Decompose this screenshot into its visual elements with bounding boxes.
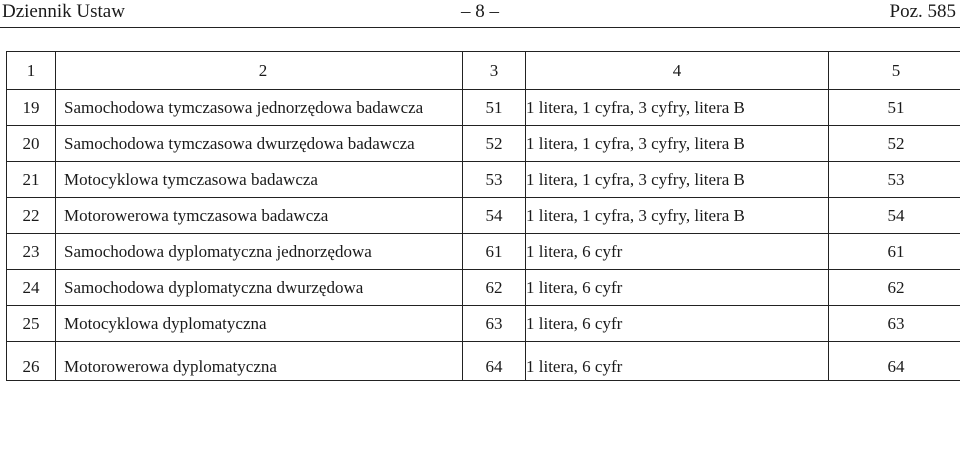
column-header: 1 (7, 52, 56, 90)
code: 61 (463, 234, 526, 270)
table-row (7, 342, 960, 381)
code: 64 (463, 342, 526, 381)
plate-type: Samochodowa tymczasowa jednorzędowa badawcza (56, 90, 463, 126)
row-number: 23 (7, 234, 56, 270)
format: 1 litera, 6 cyfr (526, 270, 829, 306)
column-header: 3 (463, 52, 526, 90)
plate-type: Samochodowa dyplomatyczna dwurzędowa (56, 270, 463, 306)
code-repeat: 52 (829, 126, 960, 162)
row-number: 26 (7, 342, 56, 381)
row-number: 19 (7, 90, 56, 126)
code-repeat: 62 (829, 270, 960, 306)
plate-type: Samochodowa dyplomatyczna jednorzędowa (56, 234, 463, 270)
page-header (0, 0, 960, 30)
table-header-row (7, 52, 960, 90)
format: 1 litera, 1 cyfra, 3 cyfry, litera B (526, 90, 829, 126)
row-number: 24 (7, 270, 56, 306)
code: 52 (463, 126, 526, 162)
table-row (7, 270, 960, 306)
row-number: 25 (7, 306, 56, 342)
code-repeat: 61 (829, 234, 960, 270)
column-header: 5 (829, 52, 960, 90)
table-row (7, 198, 960, 234)
format: 1 litera, 1 cyfra, 3 cyfry, litera B (526, 198, 829, 234)
code: 51 (463, 90, 526, 126)
table-row (7, 90, 960, 126)
format: 1 litera, 6 cyfr (526, 342, 829, 381)
code-repeat: 51 (829, 90, 960, 126)
header-rule (0, 27, 960, 28)
plate-type: Motocyklowa dyplomatyczna (56, 306, 463, 342)
format: 1 litera, 1 cyfra, 3 cyfry, litera B (526, 162, 829, 198)
code-repeat: 64 (829, 342, 960, 381)
plate-type: Motocyklowa tymczasowa badawcza (56, 162, 463, 198)
code: 63 (463, 306, 526, 342)
code-repeat: 63 (829, 306, 960, 342)
position-number: Poz. 585 (889, 1, 956, 22)
plate-type: Motorowerowa tymczasowa badawcza (56, 198, 463, 234)
plate-type: Samochodowa tymczasowa dwurzędowa badawcza (56, 126, 463, 162)
table-row (7, 306, 960, 342)
code: 54 (463, 198, 526, 234)
row-number: 21 (7, 162, 56, 198)
code: 53 (463, 162, 526, 198)
format: 1 litera, 6 cyfr (526, 234, 829, 270)
column-header: 2 (56, 52, 463, 90)
plate-type: Motorowerowa dyplomatyczna (56, 342, 463, 381)
format: 1 litera, 1 cyfra, 3 cyfry, litera B (526, 126, 829, 162)
row-number: 22 (7, 198, 56, 234)
code-repeat: 54 (829, 198, 960, 234)
table-row (7, 234, 960, 270)
column-header: 4 (526, 52, 829, 90)
table-row (7, 126, 960, 162)
row-number: 20 (7, 126, 56, 162)
table-row (7, 162, 960, 198)
code-repeat: 53 (829, 162, 960, 198)
code: 62 (463, 270, 526, 306)
format: 1 litera, 6 cyfr (526, 306, 829, 342)
journal-title: Dziennik Ustaw (2, 1, 125, 22)
plates-table (6, 51, 960, 381)
page-number: – 8 – (461, 1, 499, 22)
